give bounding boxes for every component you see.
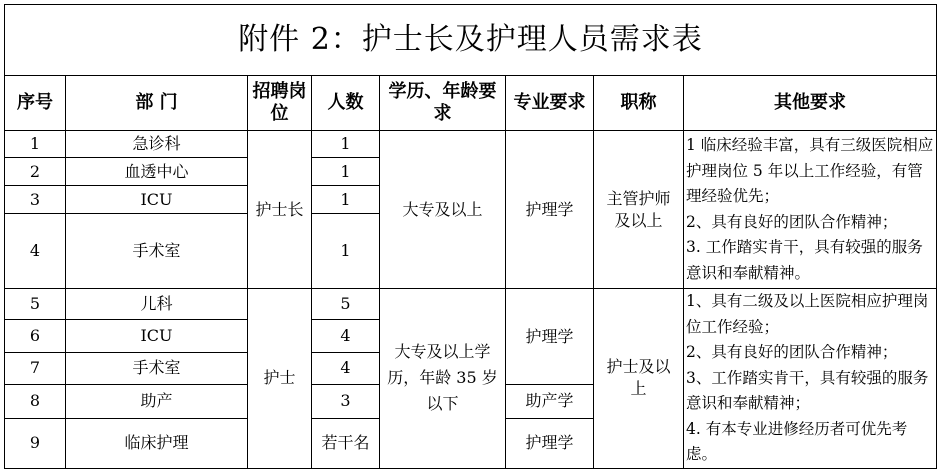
cell-seq: 5 xyxy=(5,289,66,320)
header-row xyxy=(5,76,937,131)
cell-post: 护士 xyxy=(248,289,312,469)
cell-other xyxy=(684,289,937,469)
cell-dept: 临床护理 xyxy=(66,418,248,468)
other-line: 3、工作踏实肯干，具有较强的服务意识和奉献精神； xyxy=(686,368,929,412)
cell-edu xyxy=(380,289,506,469)
cell-other xyxy=(684,131,937,289)
cell-dept: ICU xyxy=(66,186,248,214)
cell-dept: 助产 xyxy=(66,385,248,419)
cell-count: 5 xyxy=(312,289,380,320)
header-rank: 职称 xyxy=(594,76,684,131)
other-line: 1、具有二级及以上医院相应护理岗位工作经验； xyxy=(686,292,929,336)
cell-seq: 1 xyxy=(5,131,66,158)
cell-seq: 6 xyxy=(5,320,66,352)
page-title: 附件 2：护士长及护理人员需求表 xyxy=(5,5,937,76)
cell-seq: 4 xyxy=(5,214,66,289)
cell-seq: 8 xyxy=(5,385,66,419)
requirements-table xyxy=(4,4,937,469)
cell-post: 护士长 xyxy=(248,131,312,289)
cell-count: 1 xyxy=(312,186,380,214)
cell-count: 4 xyxy=(312,320,380,352)
cell-dept: 手术室 xyxy=(66,352,248,384)
rank-text: 护士及以上 xyxy=(606,357,671,399)
cell-dept: ICU xyxy=(66,320,248,352)
cell-dept: 手术室 xyxy=(66,214,248,289)
cell-seq: 7 xyxy=(5,352,66,384)
cell-dept: 儿科 xyxy=(66,289,248,320)
table-row xyxy=(5,289,937,320)
cell-seq: 9 xyxy=(5,418,66,468)
rank-text: 主管护师及以上 xyxy=(606,188,671,230)
cell-count: 4 xyxy=(312,352,380,384)
other-line: 2、具有良好的团队合作精神； xyxy=(686,343,898,361)
header-major: 专业要求 xyxy=(506,76,594,131)
other-line: 3. 工作踏实肯干，具有较强的服务意识和奉献精神。 xyxy=(686,238,923,282)
header-edu: 学历、年龄要求 xyxy=(380,76,506,131)
cell-edu: 大专及以上 xyxy=(380,131,506,289)
cell-major: 护理学 xyxy=(506,131,594,289)
cell-count: 1 xyxy=(312,158,380,186)
cell-major: 护理学 xyxy=(506,418,594,468)
cell-count: 3 xyxy=(312,385,380,419)
cell-dept: 急诊科 xyxy=(66,131,248,158)
header-count: 人数 xyxy=(312,76,380,131)
cell-rank xyxy=(594,289,684,469)
cell-count: 1 xyxy=(312,131,380,158)
header-post: 招聘岗位 xyxy=(248,76,312,131)
cell-count: 若干名 xyxy=(312,418,380,468)
cell-rank xyxy=(594,131,684,289)
cell-major: 助产学 xyxy=(506,385,594,419)
table-row xyxy=(5,131,937,158)
other-line: 2、具有良好的团队合作精神； xyxy=(686,212,898,231)
header-other: 其他要求 xyxy=(684,76,937,131)
other-line: 4. 有本专业进修经历者可优先考虑。 xyxy=(686,419,908,463)
edu-text: 大专及以上学历，年龄 35 岁以下 xyxy=(387,342,498,414)
cell-seq: 3 xyxy=(5,186,66,214)
other-line: 1 临床经验丰富，具有三级医院相应护理岗位 5 年以上工作经验，有管理经验优先； xyxy=(686,136,934,205)
cell-dept: 血透中心 xyxy=(66,158,248,186)
header-dept: 部 门 xyxy=(66,76,248,131)
header-seq: 序号 xyxy=(5,76,66,131)
cell-seq: 2 xyxy=(5,158,66,186)
cell-major: 护理学 xyxy=(506,289,594,385)
cell-count: 1 xyxy=(312,214,380,289)
